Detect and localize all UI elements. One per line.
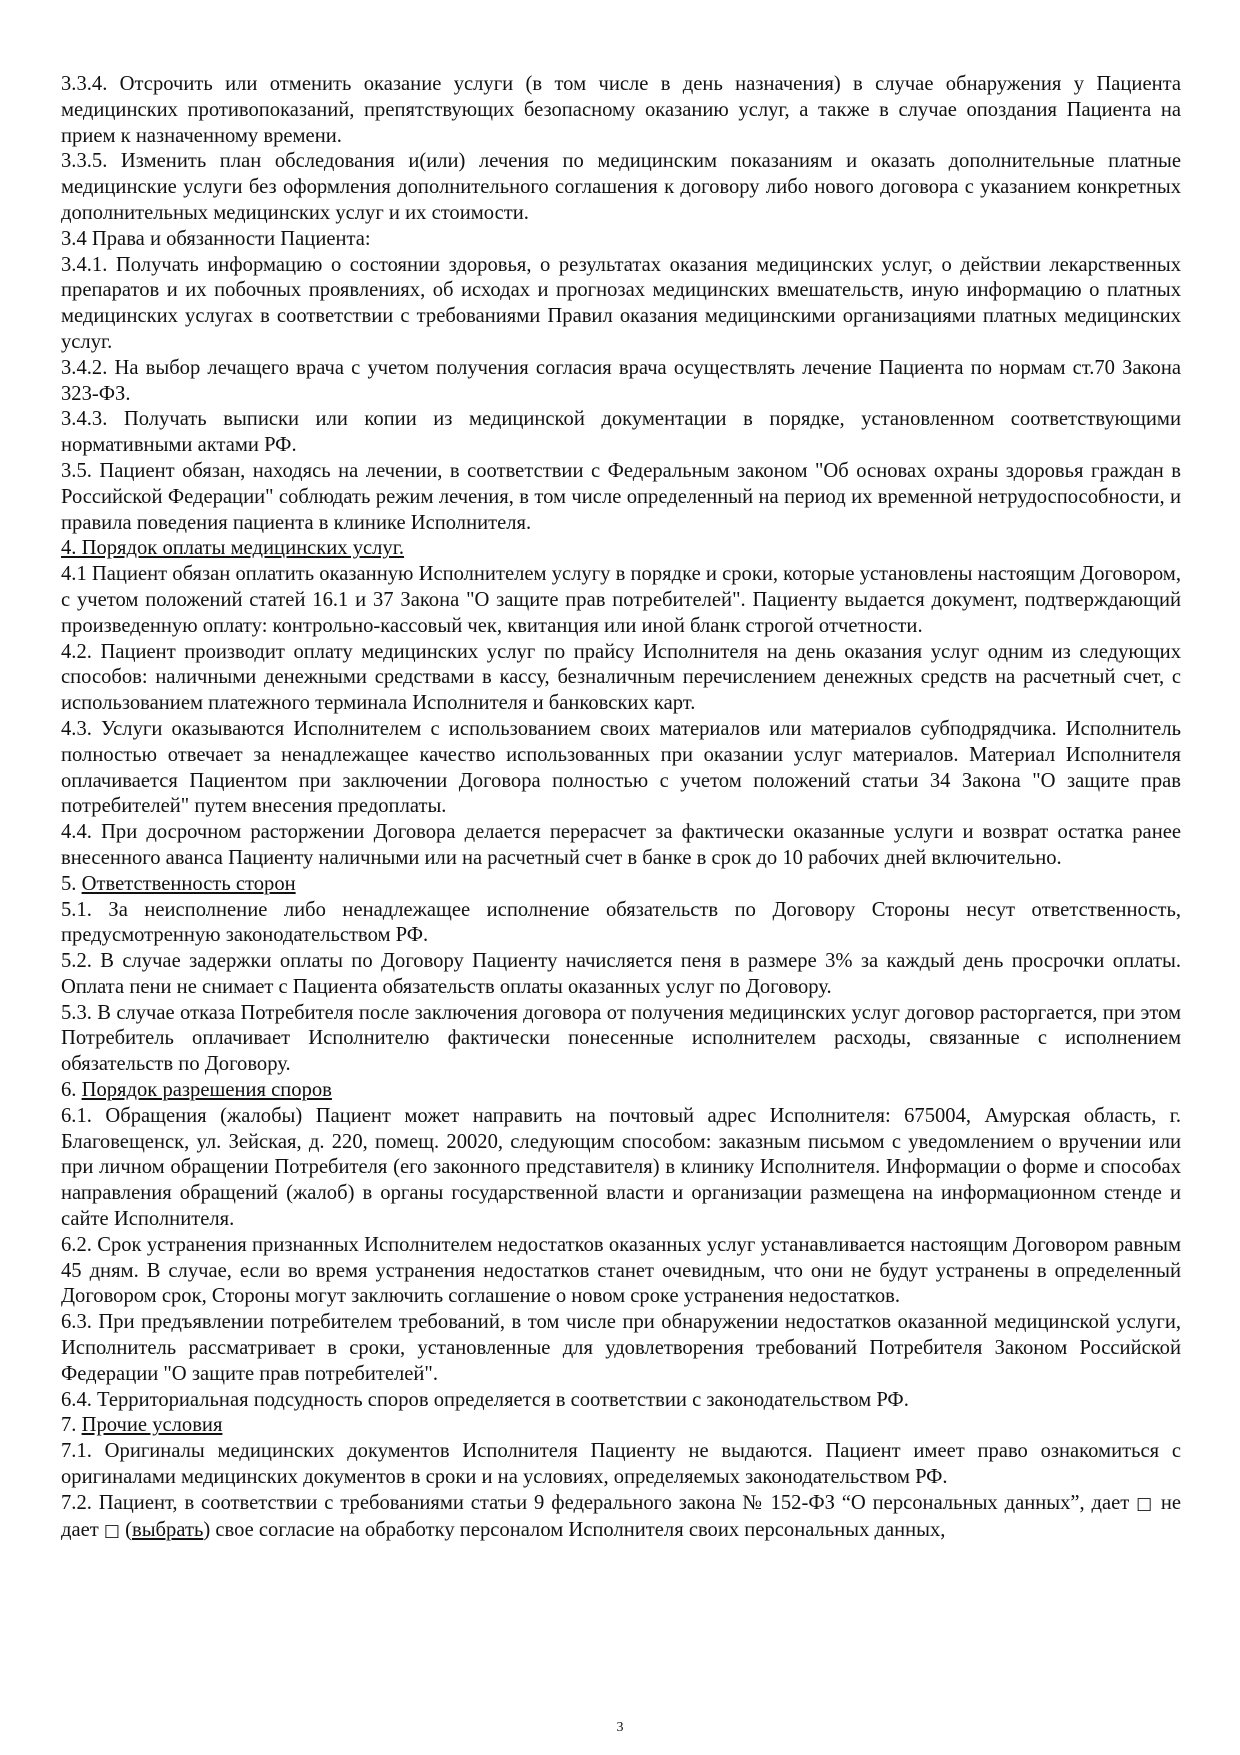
section-7-heading	[61, 1413, 1181, 1439]
clause-7-1: 7.1. Оригиналы медицинских документов Исполнителя Пациенту не выдаются. Пациент имеет право ознакомиться с оригиналами медицинских документов в сроки и на условиях, определяемых законодательством РФ.	[61, 1440, 1181, 1489]
clause-7-2-text-c: (	[119, 1518, 132, 1541]
section-7-number: 7.	[61, 1414, 82, 1437]
clause-3-3-4: 3.3.4. Отсрочить или отменить оказание услуги (в том числе в день назначения) в случае обнаружения у Пациента медицинских противопоказаний, препятствующих безопасному оказанию услуг, а также в случае опоздания Пациента на прием к назначенному времени.	[61, 73, 1181, 147]
clause-5-3: 5.3. В случае отказа Потребителя после заключения договора от получения медицинских услуг договор расторгается, при этом Потребитель оплачивает Исполнителю фактически понесенные исполнителем расходы, связанные с исполнением обязательств по Договору.	[61, 1001, 1181, 1076]
section-7-heading-text: Прочие условия	[81, 1414, 223, 1437]
page-number: 3	[616, 1720, 624, 1735]
clause-6-1: 6.1. Обращения (жалобы) Пациент может направить на почтовый адрес Исполнителя: 675004, Амурская область, г. Благовещенск, ул. Зейская, д. 220, помещ. 20020, следующим способом: заказным письмом с уведомлением о вручении или при личном обращении Потребителя (его законного представителя) в клинику Исполнителя. Информации о форме и способах направления обращений (жалоб) в органы государственной власти и организации размещена на информационном стенде и сайте Исполнителя.	[61, 1104, 1181, 1231]
clause-3-4-2: 3.4.2. На выбор лечащего врача с учетом получения согласия врача осуществлять лечение Пациента по нормам ст.70 Закона 323-ФЗ.	[61, 356, 1181, 405]
document-page	[61, 72, 1181, 1544]
clause-4-2: 4.2. Пациент производит оплату медицинских услуг по прайсу Исполнителя на день оказания услуг одним из следующих способов: наличными денежными средствами в кассу, безналичным перечислением денежных средств на расчетный счет, с использованием платежного терминала Исполнителя и банковских карт.	[61, 640, 1181, 715]
consent-deny-checkbox[interactable]: □	[103, 1520, 120, 1541]
section-6-heading-text: Порядок разрешения споров	[81, 1079, 332, 1102]
clause-7-2-text-b: не дает	[61, 1491, 1182, 1541]
section-5-heading	[61, 872, 1181, 898]
section-4-heading	[61, 536, 1181, 562]
consent-give-checkbox[interactable]: □	[1136, 1493, 1154, 1514]
clause-4-1: 4.1 Пациент обязан оплатить оказанную Исполнителем услугу в порядке и сроки, которые установлены настоящим Договором, с учетом положений статей 16.1 и 37 Закона "О защите прав потребителей". Пациенту выдается документ, подтверждающий произведенную оплату: контрольно-кассовый чек, квитанция или иной бланк строгой отчетности.	[61, 563, 1181, 637]
section-4-heading-text: 4. Порядок оплаты медицинских услуг.	[61, 537, 405, 560]
section-6-number: 6.	[61, 1079, 82, 1102]
section-6-heading	[61, 1078, 1181, 1104]
clause-3-4-1: 3.4.1. Получать информацию о состоянии здоровья, о результатах оказания медицинских услуг, о действии лекарственных препаратов и их побочных проявлениях, об исходах и прогнозах медицинских вмешательств, иную информацию о платных медицинских услугах в соответствии с требованиями Правил оказания медицинскими организациями платных медицинских услуг.	[61, 253, 1181, 353]
clause-6-3: 6.3. При предъявлении потребителем требований, в том числе при обнаружении недостатков оказанной медицинской услуги, Исполнитель рассматривает в сроки, установленные для удовлетворения требований Потребителя Законом Российской Федерации "О защите прав потребителей".	[61, 1311, 1181, 1385]
section-5-heading-text: Ответственность сторон	[81, 872, 296, 895]
clause-3-4-heading: 3.4 Права и обязанности Пациента:	[61, 227, 371, 250]
clause-6-2: 6.2. Срок устранения признанных Исполнителем недостатков оказанных услуг устанавливается настоящим Договором равным 45 дням. В случае, если во время устранения недостатков станет очевидным, что они не будут устранены в определенный Договором срок, Стороны могут заключить соглашение о новом сроке устранения недостатков.	[61, 1233, 1181, 1308]
clause-4-4: 4.4. При досрочном расторжении Договора делается перерасчет за фактически оказанные услуги и возврат остатка ранее внесенного аванса Пациенту наличными или на расчетный счет в банке в срок до 10 рабочих дней включительно.	[61, 821, 1181, 869]
clause-3-5: 3.5. Пациент обязан, находясь на лечении, в соответствии с Федеральным законом "Об основах охраны здоровья граждан в Российской Федерации" соблюдать режим лечения, в том числе определенный на период их временной нетрудоспособности, и правила поведения пациента в клинике Исполнителя.	[61, 459, 1181, 534]
clause-7-2-text-a: 7.2. Пациент, в соответствии с требованиями статьи 9 федерального закона № 152-ФЗ “О персональных данных”, дает	[61, 1491, 1137, 1514]
clause-7-2-text-d: ) свое согласие на обработку персоналом Исполнителя своих персональных данных,	[203, 1518, 946, 1541]
clause-6-4: 6.4. Территориальная подсудность споров определяется в соответствии с законодательством РФ.	[61, 1388, 909, 1411]
clause-5-1: 5.1. За неисполнение либо ненадлежащее исполнение обязательств по Договору Стороны несут ответственность, предусмотренную законодательством РФ.	[61, 898, 1181, 947]
clause-4-3: 4.3. Услуги оказываются Исполнителем с использованием своих материалов или материалов субподрядчика. Исполнитель полностью отвечает за ненадлежащее качество использованных при оказании услуг материалов. Материал Исполнителя оплачивается Пациентом при заключении Договора полностью с учетом положений статьи 34 Закона "О защите прав потребителей" путем внесения предоплаты.	[61, 717, 1181, 818]
clause-5-2: 5.2. В случае задержки оплаты по Договору Пациенту начисляется пеня в размере 3% за каждый день просрочки оплаты. Оплата пени не снимает с Пациента обязательств оплаты оказанных услуг по Договору.	[61, 950, 1181, 998]
choose-label: выбрать	[132, 1518, 204, 1541]
clause-7-2	[61, 1491, 1181, 1545]
clause-3-4-3: 3.4.3. Получать выписки или копии из медицинской документации в порядке, установленном соответствующими нормативными актами РФ.	[61, 408, 1181, 457]
clause-3-3-5: 3.3.5. Изменить план обследования и(или) лечения по медицинским показаниям и оказать дополнительные платные медицинские услуги без оформления дополнительного соглашения к договору либо нового договора с указанием конкретных дополнительных медицинских услуг и их стоимости.	[61, 150, 1181, 224]
section-5-number: 5.	[61, 872, 82, 895]
